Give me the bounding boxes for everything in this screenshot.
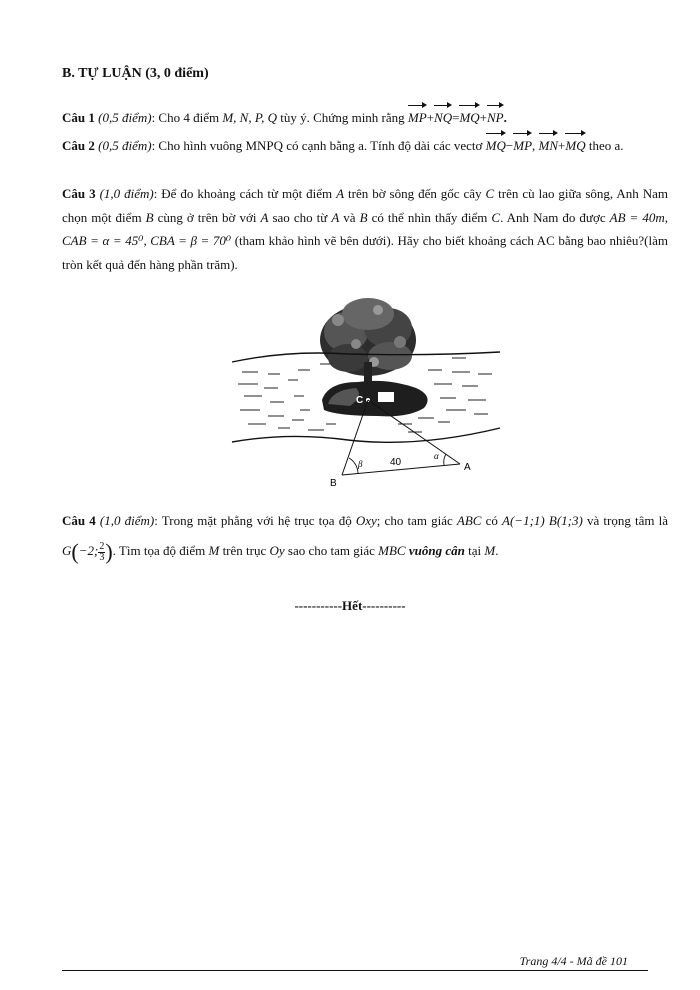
label-beta: β — [358, 459, 363, 469]
axis-oxy: Oxy — [355, 513, 377, 528]
q3-text: : Để đo khoảng cách từ một điểm — [153, 186, 337, 201]
question-1 — [62, 106, 668, 130]
vector-mn: MN — [539, 134, 559, 158]
footer-divider — [62, 970, 648, 971]
measure-ab: AB = 40m — [609, 209, 665, 225]
point-b-coords: B(1;3) — [548, 513, 583, 528]
point-c: C — [491, 209, 501, 225]
q4-end: . — [495, 543, 499, 558]
measure-beta: CBA = β = 70⁰ — [150, 233, 232, 248]
point-b: B — [145, 209, 154, 225]
q3-text: (tham khảo hình vẽ bên dưới). Hãy cho biết khoảng cách AC bằng bao nhiêu?(làm tròn kết quả đến hàng phần trăm). — [62, 233, 668, 272]
vector-mp: MP — [408, 106, 427, 130]
q3-text: có thể nhìn thấy điểm — [367, 209, 492, 225]
axis-oy: Oy — [269, 543, 285, 558]
point-a: A — [336, 186, 345, 201]
point-m: M — [208, 543, 220, 558]
operator: = — [452, 110, 460, 125]
centroid-g: G — [62, 543, 72, 558]
fraction-numerator: 2 — [99, 540, 105, 552]
angle-alpha-arc — [444, 454, 446, 465]
q4-text: sao cho tam giác — [284, 543, 379, 558]
q1-text: tùy ý. Chứng minh rằng — [277, 110, 408, 125]
label-length: 40 — [390, 457, 402, 468]
q1-points-list: M, N, P, Q — [222, 110, 277, 125]
q3-text: , — [664, 209, 668, 225]
question-3 — [62, 182, 668, 276]
q4-text: trên trục — [219, 543, 270, 558]
vector-mq: MQ — [459, 106, 479, 130]
q4-points: (1,0 điểm) — [99, 513, 155, 528]
q4-text: : Trong mặt phẳng với hệ trục tọa độ — [154, 513, 356, 528]
end-mark: -----------Hết---------- — [294, 598, 406, 613]
point-c: C — [485, 186, 495, 201]
triangle-mbc: MBC — [378, 543, 406, 558]
q3-text: , — [143, 233, 151, 248]
q1-end: . — [503, 110, 507, 125]
q2-text: : Cho hình vuông MNPQ có cạnh bằng a. Tính độ dài các vectơ — [151, 138, 486, 153]
point-m: M — [484, 543, 496, 558]
q4-text: ; cho tam giác — [376, 513, 457, 528]
q1-label: Câu 1 — [62, 110, 95, 125]
angle-beta-arc — [349, 458, 358, 473]
label-b: B — [330, 478, 337, 488]
paren-left: ( — [71, 539, 79, 565]
q3-label: Câu 3 — [62, 186, 96, 201]
q2-label: Câu 2 — [62, 138, 95, 153]
q4-text: tại — [464, 543, 485, 558]
q2-comma: , — [532, 138, 536, 153]
q4-text: . Tìm tọa độ điểm — [112, 543, 209, 558]
centroid-x: −2; — [78, 543, 99, 558]
page-footer: Trang 4/4 - Mã đề 101 — [519, 954, 628, 968]
q4-emphasis: vuông cân — [408, 543, 465, 558]
vector-np: NP — [487, 106, 504, 130]
q4-label: Câu 4 — [62, 513, 96, 528]
q3-text: trên bờ sông đến gốc cây — [344, 186, 486, 201]
triangle-name: ABC — [456, 513, 482, 528]
operator: + — [558, 138, 566, 153]
operator: − — [505, 138, 514, 153]
river-figure — [228, 292, 504, 488]
q2-text: theo a. — [585, 138, 624, 153]
vector-mp: MP — [513, 134, 532, 158]
label-a: A — [464, 462, 471, 473]
q3-points: (1,0 điểm) — [99, 186, 154, 201]
fraction-denominator: 3 — [99, 551, 105, 563]
section-title: B. TỰ LUẬN (3, 0 điểm) — [62, 66, 209, 81]
q4-text: và trọng tâm là — [582, 513, 668, 528]
question-4 — [62, 506, 668, 566]
point-a: A — [331, 209, 340, 225]
q4-text: có — [481, 513, 503, 528]
q3-text: cùng ở trên bờ với — [153, 209, 261, 225]
point-b: B — [359, 209, 368, 225]
q3-text: trên cù lao giữa sông, Anh Nam chọn một điểm — [62, 186, 668, 225]
label-alpha: α — [434, 451, 439, 461]
q2-points: (0,5 điểm) — [98, 138, 152, 153]
operator: + — [426, 110, 435, 125]
vector-mq: MQ — [565, 134, 585, 158]
operator: + — [479, 110, 487, 125]
question-2 — [62, 134, 668, 158]
label-c: C — [356, 395, 364, 406]
paren-right: ) — [105, 539, 113, 565]
q3-text: . Anh Nam đo được — [500, 209, 610, 225]
point-a: A — [260, 209, 269, 225]
point-a-coords: A(−1;1) — [502, 513, 545, 528]
vector-nq: NQ — [434, 106, 452, 130]
label-box — [378, 392, 394, 402]
measure-alpha: CAB = α = 45⁰ — [62, 233, 144, 248]
q3-text: sao cho từ — [268, 209, 332, 225]
q1-text: : Cho 4 điểm — [151, 110, 223, 125]
vector-mq: MQ — [486, 134, 506, 158]
q1-points: (0,5 điểm) — [98, 110, 152, 125]
q3-text: và — [339, 209, 360, 225]
river-bank-lower — [232, 428, 500, 442]
